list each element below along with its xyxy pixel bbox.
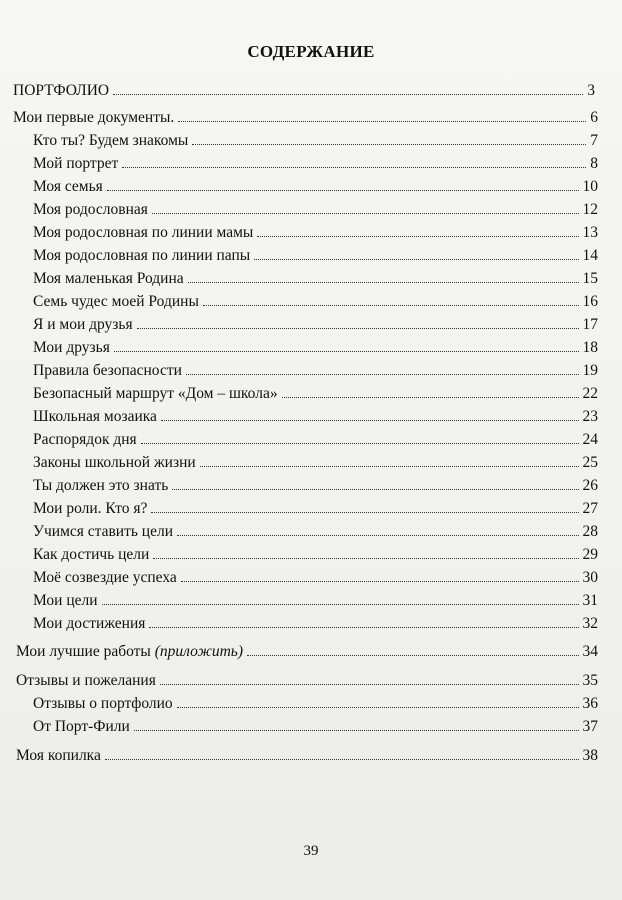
toc-entry-page: 34	[582, 643, 598, 660]
toc-entry-portfolio[interactable]	[13, 80, 595, 102]
toc-entry-school-laws[interactable]	[33, 452, 598, 474]
toc-entry-label-text: Мои лучшие работы	[16, 643, 151, 660]
page-number: 39	[303, 843, 319, 859]
toc-entry-family-tree-father[interactable]	[33, 245, 598, 267]
toc-leader-dots	[257, 236, 578, 237]
toc-entry-setting-goals[interactable]	[33, 521, 598, 543]
toc-leader-dots	[149, 627, 578, 628]
toc-entry-page: 7	[590, 132, 598, 149]
toc-entry-label: Мои друзья	[33, 339, 110, 356]
toc-entry-page: 38	[582, 747, 598, 764]
toc-entry-page: 24	[582, 431, 598, 448]
toc-entry-page: 3	[587, 82, 595, 99]
toc-entry-label: Моя родословная по линии папы	[33, 247, 251, 264]
toc-leader-dots	[177, 535, 578, 536]
toc-entry-success-constellation[interactable]	[33, 567, 598, 589]
toc-entry-my-family[interactable]	[33, 176, 598, 198]
toc-entry-page: 31	[582, 592, 598, 609]
toc-leader-dots	[177, 707, 579, 708]
toc-leader-dots	[282, 397, 579, 398]
toc-entry-my-goals[interactable]	[33, 590, 598, 612]
toc-entry-page: 10	[582, 178, 598, 195]
toc-entry-page: 14	[582, 247, 598, 264]
toc-entry-label: Семь чудес моей Родины	[33, 293, 199, 310]
toc-entry-from-port-fili[interactable]	[33, 716, 598, 738]
toc-entry-my-portrait[interactable]	[33, 153, 598, 175]
toc-entry-page: 17	[582, 316, 598, 333]
toc-entry-label: Мой портрет	[33, 155, 119, 172]
toc-entry-label: Ты должен это знать	[33, 477, 169, 494]
toc-entry-first-documents[interactable]	[13, 107, 598, 129]
toc-entry-page: 27	[582, 500, 598, 517]
toc-entry-label: Школьная мозаика	[33, 408, 157, 425]
toc-entry-label: Безопасный маршрут «Дом – школа»	[33, 385, 278, 402]
toc-entry-label: ПОРТФОЛИО	[13, 82, 110, 99]
toc-entry-family-tree-mother[interactable]	[33, 222, 598, 244]
toc-entry-page: 15	[582, 270, 598, 287]
toc-entry-my-achievements[interactable]	[33, 613, 598, 635]
toc-leader-dots	[141, 443, 579, 444]
toc-entry-page: 32	[582, 615, 598, 632]
toc-leader-dots	[107, 190, 579, 191]
toc-leader-dots	[172, 489, 578, 490]
toc-leader-dots	[186, 374, 579, 375]
toc-entry-page: 25	[582, 454, 598, 471]
toc-entry-family-tree[interactable]	[33, 199, 598, 221]
toc-entry-page: 37	[582, 718, 598, 735]
toc-entry-label	[16, 641, 243, 663]
toc-leader-dots	[161, 420, 579, 421]
toc-entry-label: Учимся ставить цели	[33, 523, 174, 540]
toc-entry-page: 18	[582, 339, 598, 356]
toc-leader-dots	[254, 259, 578, 260]
toc-entry-label: Мои цели	[33, 592, 98, 609]
toc-leader-dots	[151, 512, 578, 513]
toc-entry-page: 35	[582, 672, 598, 689]
toc-entry-label: Моя семья	[33, 178, 103, 195]
toc-leader-dots	[192, 144, 586, 145]
toc-leader-dots	[178, 121, 586, 122]
toc-entry-best-works[interactable]	[16, 641, 598, 663]
toc-entry-label: Я и мои друзья	[33, 316, 133, 333]
toc-entry-my-roles[interactable]	[33, 498, 598, 520]
toc-leader-dots	[200, 466, 579, 467]
toc-entry-label: Мои первые документы.	[13, 109, 175, 126]
toc-entry-page: 23	[582, 408, 598, 425]
toc-entry-page: 12	[582, 201, 598, 218]
toc-entry-safety-rules[interactable]	[33, 360, 598, 382]
toc-entry-page: 30	[582, 569, 598, 586]
toc-entry-page: 13	[582, 224, 598, 241]
toc-entry-label: Мои роли. Кто я?	[33, 500, 148, 517]
toc-leader-dots	[247, 655, 578, 656]
toc-leader-dots	[152, 213, 579, 214]
toc-entry-label: Моя родословная	[33, 201, 148, 218]
toc-leader-dots	[160, 684, 579, 685]
toc-leader-dots	[122, 167, 586, 168]
toc-entry-label: Распорядок дня	[33, 431, 137, 448]
toc-entry-page: 22	[582, 385, 598, 402]
toc-entry-portfolio-reviews[interactable]	[33, 693, 598, 715]
toc-entry-must-know[interactable]	[33, 475, 598, 497]
toc-entry-reviews[interactable]	[16, 670, 598, 692]
toc-entry-page: 26	[582, 477, 598, 494]
toc-entry-label: Кто ты? Будем знакомы	[33, 132, 189, 149]
toc-entry-small-homeland[interactable]	[33, 268, 598, 290]
toc-entry-page: 19	[582, 362, 598, 379]
toc-entry-label: Как достичь цели	[33, 546, 150, 563]
toc-entry-me-and-friends[interactable]	[33, 314, 598, 336]
toc-entry-my-friends[interactable]	[33, 337, 598, 359]
toc-leader-dots	[113, 94, 583, 95]
toc-entry-label-italic: (приложить)	[154, 643, 244, 660]
page-title: СОДЕРЖАНИЕ	[247, 42, 375, 61]
toc-leader-dots	[134, 730, 579, 731]
toc-leader-dots	[137, 328, 579, 329]
toc-entry-safe-route[interactable]	[33, 383, 598, 405]
toc-entry-seven-wonders[interactable]	[33, 291, 598, 313]
toc-entry-school-mosaic[interactable]	[33, 406, 598, 428]
toc-entry-label: От Порт-Фили	[33, 718, 130, 735]
toc-entry-who-are-you[interactable]	[33, 130, 598, 152]
toc-entry-label: Моя копилка	[16, 747, 101, 764]
toc-entry-page: 6	[590, 109, 598, 126]
toc-entry-label: Отзывы о портфолио	[33, 695, 173, 712]
toc-entry-label: Законы школьной жизни	[33, 454, 196, 471]
toc-entry-label: Правила безопасности	[33, 362, 182, 379]
toc-entry-label: Моё созвездие успеха	[33, 569, 177, 586]
toc-leader-dots	[114, 351, 579, 352]
toc-leader-dots	[102, 604, 579, 605]
toc-entry-label: Моя маленькая Родина	[33, 270, 184, 287]
toc-entry-label: Мои достижения	[33, 615, 146, 632]
toc-entry-page: 28	[582, 523, 598, 540]
toc-entry-label: Отзывы и пожелания	[16, 672, 156, 689]
toc-entry-reach-goal[interactable]	[33, 544, 598, 566]
toc-leader-dots	[153, 558, 578, 559]
toc-entry-page: 29	[582, 546, 598, 563]
toc-leader-dots	[203, 305, 579, 306]
toc-entry-label: Моя родословная по линии мамы	[33, 224, 254, 241]
toc-leader-dots	[105, 759, 579, 760]
toc-leader-dots	[181, 581, 579, 582]
toc-leader-dots	[188, 282, 579, 283]
toc-entry-piggy-bank[interactable]	[16, 745, 598, 767]
toc-entry-daily-routine[interactable]	[33, 429, 598, 451]
toc-entry-page: 8	[590, 155, 598, 172]
toc-entry-page: 16	[582, 293, 598, 310]
toc-entry-page: 36	[582, 695, 598, 712]
